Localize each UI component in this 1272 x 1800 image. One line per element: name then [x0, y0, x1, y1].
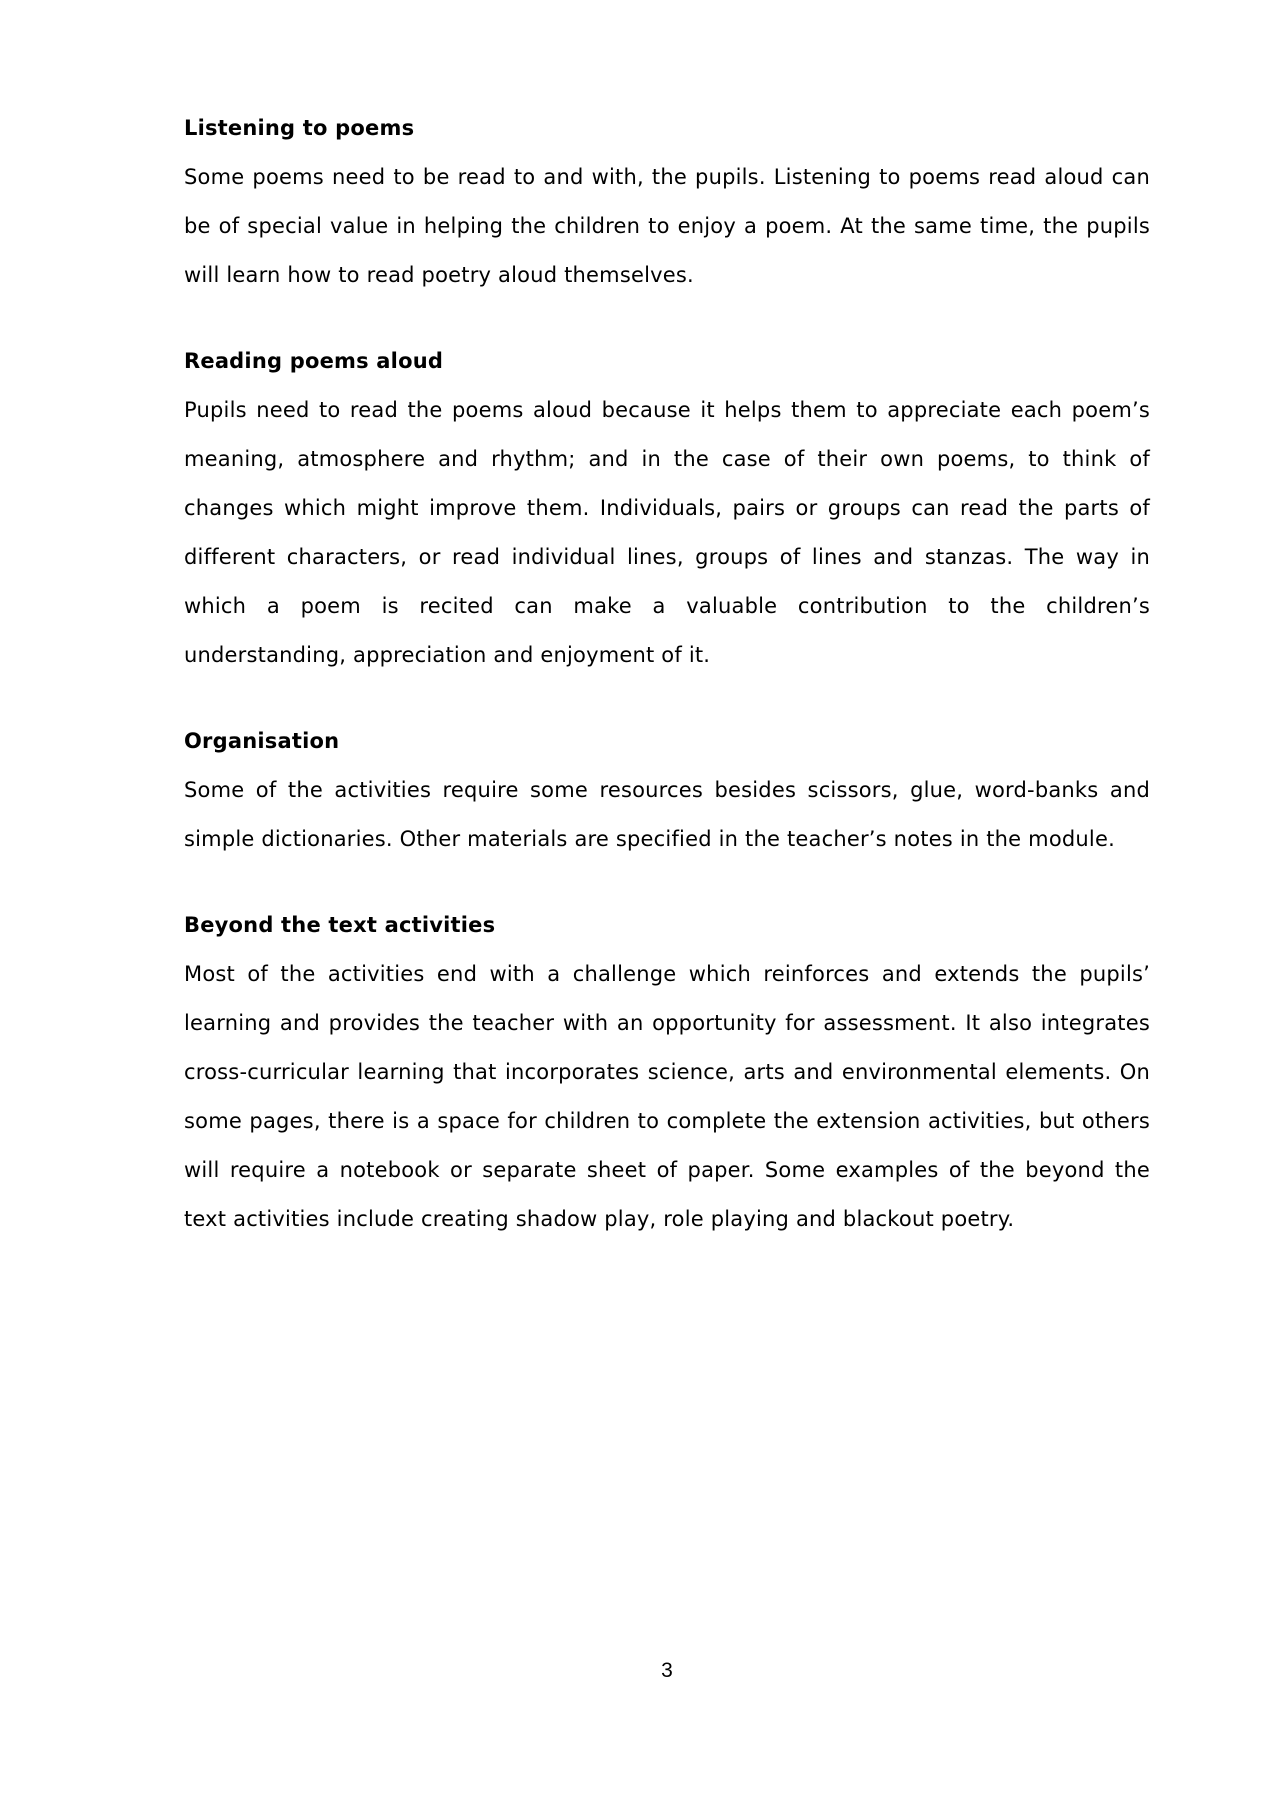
section-organisation: [184, 717, 1150, 864]
section-paragraph: Some poems need to be read to and with, the pupils. Listening to poems read aloud can be of special value in helping the children to enjoy a poem. At the same time, the pupils will learn how to read poetry aloud themselves.: [184, 165, 1150, 287]
section-heading: Organisation: [184, 729, 340, 753]
section-paragraph: Pupils need to read the poems aloud because it helps them to appreciate each poem’s meaning, atmosphere and rhythm; and in the case of their own poems, to think of changes which might improve them. Individuals, pairs or groups can read the parts of different characters, or read individual lines, groups of lines and stanzas. The way in which a poem is recited can make a valuable contribution to the children’s understanding, appreciation and enjoyment of it.: [184, 398, 1150, 667]
section-reading-poems-aloud: [184, 337, 1150, 680]
section-paragraph: Most of the activities end with a challenge which reinforces and extends the pupils’ learning and provides the teacher with an opportunity for assessment. It also integrates cross-curricular learning that incorporates science, arts and environmental elements. On some pages, there is a space for children to complete the extension activities, but others will require a notebook or separate sheet of paper. Some examples of the beyond the text activities include creating shadow play, role playing and blackout poetry.: [184, 962, 1150, 1231]
section-paragraph: Some of the activities require some resources besides scissors, glue, word-banks and simple dictionaries. Other materials are specified in the teacher’s notes in the module.: [184, 778, 1150, 851]
section-heading: Listening to poems: [184, 116, 415, 140]
section-heading: Beyond the text activities: [184, 913, 496, 937]
section-listening-to-poems: [184, 104, 1150, 300]
page-footer: [184, 1659, 1150, 1683]
section-beyond-the-text-activities: [184, 901, 1150, 1244]
document-content: [184, 104, 1150, 1281]
section-heading: Reading poems aloud: [184, 349, 444, 373]
page-number: 3: [661, 1659, 673, 1682]
